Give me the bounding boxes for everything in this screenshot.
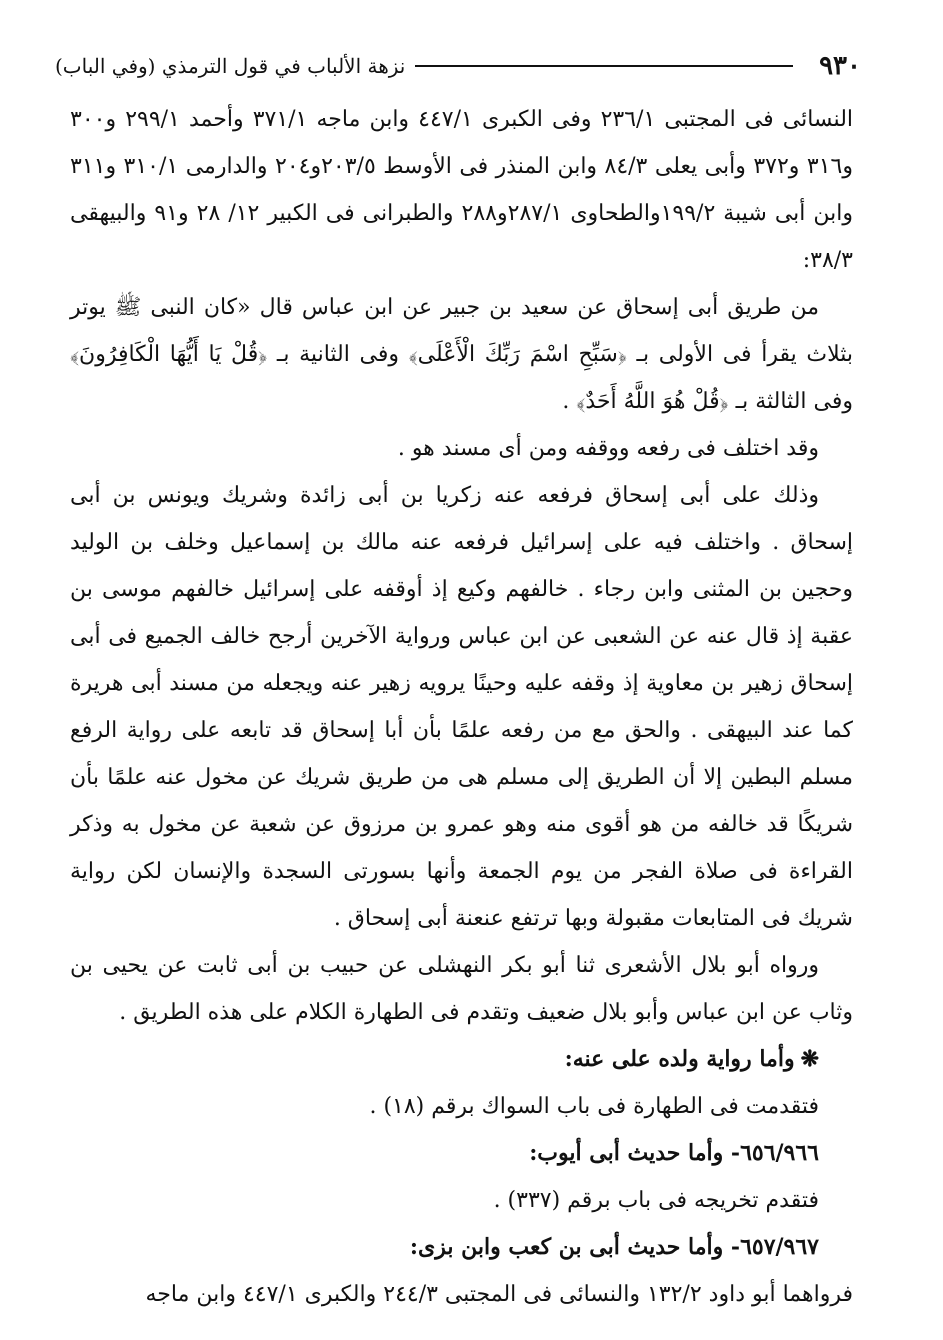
paragraph-references: النسائى فى المجتبى ٢٣٦/١ وفى الكبرى ٤٤٧/١ وابن ماجه ٣٧١/١ وأحمد ٢٩٩/١ و٣٠٠ و٣١٦ و٣٧٢ وأبى يعلى ٨٤/٣ وابن المنذر فى الأوسط ٢٠٣/٥و٢٠٤ والدارمى ٣١٠/١ و٣١١ وابن أبى شيبة ١٩٩/٢والطحاوى ٢٨٧/١و٢٨٨ والطبرانى فى الكبير ١٢/ ٢٨ و٩١ والبيهقى ٣٨/٣: xyxy=(70,107,854,273)
paragraph-disagreement: وقد اختلف فى رفعه ووقفه ومن أى مسند هو . xyxy=(397,436,819,461)
book-title: نزهة الألباب في قول الترمذي (وفي الباب) xyxy=(55,54,406,78)
section-heading-ubay: ٦٥٧/٩٦٧- وأما حديث أبى بن كعب وابن بزى: xyxy=(409,1234,819,1260)
text-body xyxy=(70,96,853,1318)
header-rule xyxy=(415,65,793,67)
paragraph-hadith-text: من طريق أبى إسحاق عن سعيد بن جبير عن ابن عباس قال «كان النبى ﷺ يوتر بثلاث يقرأ فى الأولى بـ ﴿سَبِّحِ اسْمَ رَبِّكَ الْأَعْلَى﴾ وفى الثانية بـ ﴿قُلْ يَا أَيُّهَا الْكَافِرُونَ﴾ وفى الثالثة بـ ﴿قُلْ هُوَ اللَّهُ أَحَدٌ﴾ . xyxy=(70,295,853,414)
section-heading-ali xyxy=(70,1036,853,1083)
paragraph-abu-bilal: ورواه أبو بلال الأشعرى ثنا أبو بكر النهشلى عن حبيب بن أبى ثابت عن يحيى بن وثاب عن ابن عباس وأبو بلال ضعيف وتقدم فى الطهارة الكلام على هذه الطريق . xyxy=(70,953,853,1025)
section-heading-abu-ayyub: ٦٥٦/٩٦٦- وأما حديث أبى أيوب: xyxy=(529,1140,819,1166)
page-number: ٩٣٠ xyxy=(819,51,861,81)
paragraph-analysis: وذلك على أبى إسحاق فرفعه عنه زكريا بن أبى زائدة وشريك ويونس بن أبى إسحاق . واختلف فيه على إسرائيل فرفعه عنه مالك بن إسماعيل وخلف بن الوليد وحجين بن المثنى وابن رجاء . خالفهم وكيع إذ أوقفه على إسرائيل خالفهم موسى بن عقبة إذ قال عنه عن الشعبى عن ابن عباس ورواية الآخرين أرجح خالف الجميع فى أبى إسحاق زهير بن معاوية إذ وقفه عليه وحينًا يرويه زهير عنه ويجعله من مسند أبى هريرة كما عند البيهقى . والحق مع من رفعه علمًا بأن أبا إسحاق قد تابعه على رواية الرفع مسلم البطين إلا أن الطريق إلى مسلم هى من طريق شريك عن مخول عنه علمًا بأن شريكًا قد خالفه من هو أقوى منه وهو عمرو بن مرزوق عن شعبة عن مخول به وذكر القراءة فى صلاة الفجر من يوم الجمعة وأنها بسورتى السجدة والإنسان لكن رواية شريك فى المتابعات مقبولة وبها ترتفع عنعنة أبى إسحاق . xyxy=(70,483,853,931)
running-header xyxy=(55,46,861,86)
star-icon: ❋ xyxy=(800,1046,819,1072)
heading-text-ali: وأما رواية ولده على عنه: xyxy=(564,1046,795,1072)
subline-abu-ayyub: فتقدم تخريجه فى باب برقم (٣٣٧) . xyxy=(493,1188,819,1213)
paragraph-final: فرواهما أبو داود ١٣٢/٢ والنسائى فى المجتبى ٢٤٤/٣ والكبرى ٤٤٧/١ وابن ماجه xyxy=(145,1282,853,1307)
subline-ali: فتقدمت فى الطهارة فى باب السواك برقم (١٨) . xyxy=(369,1094,819,1119)
